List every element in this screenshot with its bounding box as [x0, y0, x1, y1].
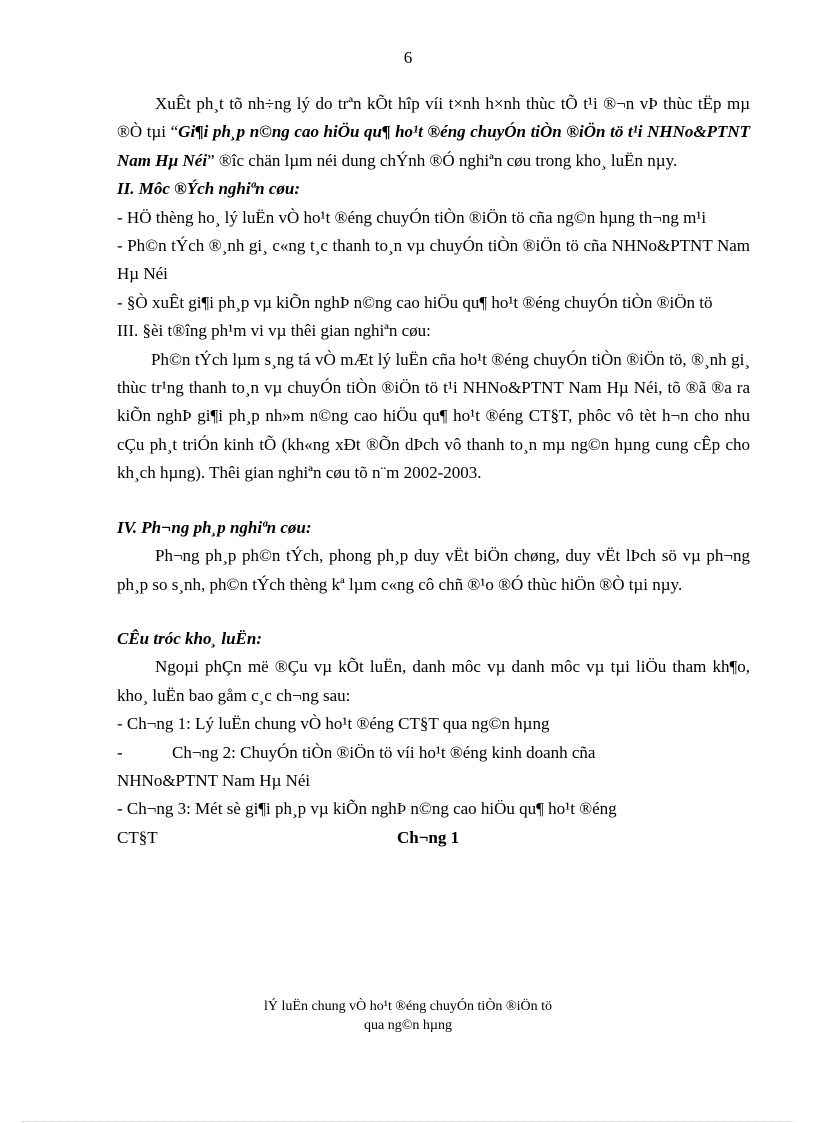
chapter-subtitle-line: lÝ luËn chung vÒ ho¹t ®éng chuyÓn tiÒn ®iÖn tö	[264, 999, 552, 1014]
chapter-subtitle-line: qua ng©n hµng	[364, 1018, 452, 1033]
chapter-3-continued: CT§T	[117, 827, 158, 847]
structure-paragraph: Ngoµi phÇn më ®Çu vµ kÕt luËn, danh môc vµ danh môc vµ tµi liÖu tham kh¶o, kho¸ luËn bao gåm c¸c ch¬ng sau:	[117, 657, 750, 705]
intro-text-end: ” ®îc chän lµm néi dung chÝnh ®Ó nghiªn cøu trong kho¸ luËn nµy.	[207, 150, 678, 170]
page-body	[117, 90, 750, 852]
page-number: 6	[403, 48, 413, 67]
section-heading-objectives: II. Môc ®Ých nghiªn cøu:	[117, 179, 300, 199]
spacer	[117, 488, 750, 514]
objective-item: - Ph©n tÝch ®¸nh gi¸ c«ng t¸c thanh to¸n vµ chuyÓn tiÒn ®iÖn tö cña NHNo&PTNT Nam Hµ Néi	[117, 236, 750, 284]
intro-text-start: XuÊt ph¸t tõ nh÷ng lý do trªn kÕt hîp víi t×nh h×nh thùc tÕ t¹i ®¬n vÞ thùc tËp mµ ®Ò tµi “	[117, 94, 750, 142]
objective-item: - §Ò xuÊt gi¶i ph¸p vµ kiÕn nghÞ n©ng cao hiÖu qu¶ ho¹t ®éng chuyÓn tiÒn ®iÖn tö	[117, 292, 713, 312]
chapter-heading: Ch¬ng 1	[397, 827, 460, 847]
section-heading-methods: IV. Ph¬ng ph¸p nghiªn cøu:	[117, 517, 312, 537]
section-heading-structure: CÊu tróc kho¸ luËn:	[117, 628, 263, 648]
chapter-list-item: - Ch¬ng 1: Lý luËn chung vÒ ho¹t ®éng CT§T qua ng©n hµng	[117, 714, 550, 734]
page-edge-divider	[22, 1121, 794, 1122]
objective-item: - HÖ thèng ho¸ lý luËn vÒ ho¹t ®éng chuyÓn tiÒn ®iÖn tö cña ng©n hµng th¬ng m¹i	[117, 207, 707, 227]
chapter-list-item-continued	[117, 824, 750, 852]
chapter-2-text: Ch¬ng 2: ChuyÓn tiÒn ®iÖn tö víi ho¹t ®éng kinh doanh cña	[172, 742, 596, 762]
chapter-list-item: - Ch¬ng 2: ChuyÓn tiÒn ®iÖn tö víi ho¹t ®éng kinh doanh cña	[117, 742, 596, 762]
chapter-subtitle	[0, 997, 816, 1035]
section-heading-scope: III. §èi t®îng ph¹m vi vµ thêi gian nghiªn cøu:	[117, 321, 431, 341]
chapter-list-item: - Ch¬ng 3: Mét sè gi¶i ph¸p vµ kiÕn nghÞ n©ng cao hiÖu qu¶ ho¹t ®éng	[117, 799, 617, 819]
chapter-list-item-continued: NHNo&PTNT Nam Hµ Néi	[117, 770, 311, 790]
methods-paragraph: Ph¬ng ph¸p ph©n tÝch, phong ph¸p duy vËt biÖn chøng, duy vËt lÞch sö vµ ph¬ng ph¸p so s¸nh, ph©n tÝch thèng kª lµm c«ng cô chñ ®¹o ®Ó thùc hiÖn ®Ò tµi nµy.	[117, 546, 750, 594]
scope-paragraph: Ph©n tÝch lµm s¸ng tá vÒ mÆt lý luËn cña ho¹t ®éng chuyÓn tiÒn ®iÖn tö, ®¸nh gi¸ thùc tr¹ng thanh to¸n vµ chuyÓn tiÒn ®iÖn tö t¹i NHNo&PTNT Nam Hµ Néi, tõ ®ã ®a ra kiÕn nghÞ gi¶i ph¸p nh»m n©ng cao hiÖu qu¶ ho¹t ®éng CT§T, phôc vô tèt h¬n cho nhu cÇu ph¸t triÓn kinh tÕ (kh«ng xÐt ®Õn dÞch vô thanh to¸n mµ ng©n hµng cung cÊp cho kh¸ch hµng). Thêi gian nghiªn cøu tõ n¨m 2002-2003.	[117, 349, 750, 483]
thesis-title: Gi¶i ph¸p n©ng cao hiÖu qu¶ ho¹t ®éng chuyÓn tiÒn ®iÖn tö t¹i NHNo&PTNT Nam Hµ Néi	[117, 122, 750, 170]
spacer	[117, 599, 750, 625]
intro-paragraph	[117, 90, 750, 175]
